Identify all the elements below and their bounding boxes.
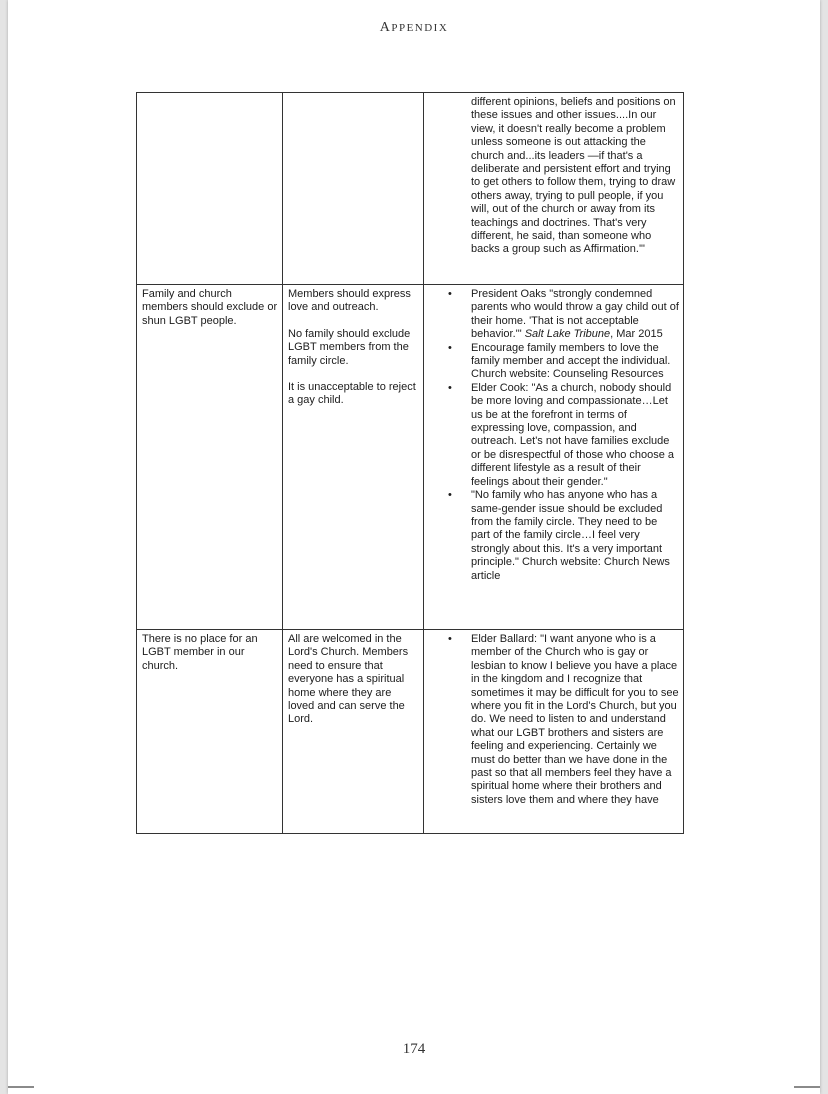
corner-mark-right [794, 1086, 820, 1088]
page-number: 174 [402, 1041, 426, 1057]
evidence-cell [424, 630, 684, 834]
table-row [137, 630, 684, 834]
myth-cell [137, 285, 283, 630]
evidence-list [429, 633, 679, 807]
response-cell [283, 93, 424, 285]
list-item: • "No family who has anyone who has a same-gender issue should be excluded from the family circle. They need to be part of the family circle…I feel very strongly about this. It's a very important principle." Church website: Church News article [429, 489, 679, 583]
response-cell [283, 630, 424, 834]
response-cell [283, 285, 424, 630]
document-page [8, 0, 820, 1094]
myth-cell [137, 630, 283, 834]
running-head-rest: PPENDIX [391, 22, 449, 34]
response-paragraph: It is unacceptable to reject a gay child. [288, 381, 416, 407]
table-row [137, 93, 684, 285]
list-item [429, 288, 679, 342]
myth-cell [137, 93, 283, 285]
list-item: • Elder Cook: "As a church, nobody should be more loving and compassionate…Let us be at the forefront in terms of expressing love, compassion, and outreach. Let's not have families exclude or be disrespectful of those who choose a different lifestyle as a result of their feelings about their gender." [429, 382, 679, 489]
corner-mark-left [8, 1086, 34, 1088]
evidence-cell [424, 93, 684, 285]
running-head [8, 20, 820, 36]
citation-title: Salt Lake Tribune [524, 328, 611, 341]
citation-date: , Mar 2015 [610, 328, 663, 341]
scan-edge-left [0, 0, 8, 1094]
evidence-cell [424, 285, 684, 630]
running-head-initial: A [379, 20, 392, 35]
list-item: • Elder Ballard: "I want anyone who is a member of the Church who is gay or lesbian to know I believe you have a place in the kingdom and I recognize that sometimes it may be difficult for you to see where you fit in the Lord's Church, but you do. We need to listen to and understand what our LGBT brothers and sisters are feeling and experiencing. Certainly we must do better than we have done in the past so that all members feel they have a spiritual home where their brothers and sisters love them and where they have [429, 633, 679, 807]
table-row [137, 285, 684, 630]
continued-quote: different opinions, beliefs and positions on these issues and other issues....In our view, it doesn't really become a problem unless someone is out attacking the church and...its leaders —if that's a deliberate and persistent effort and trying to get others to follow them, trying to draw others away, trying to pull people, if you will, out of the church or away from its teachings and doctrines. That's very different, he said, than someone who backs a group such as Affirmation.'" [471, 96, 676, 256]
bullet-text: President Oaks "strongly condemned parents who would throw a gay child out of their home. 'That is not acceptable behavior.'" [471, 288, 679, 341]
scan-edge-right [820, 0, 828, 1094]
response-paragraph: No family should exclude LGBT members from the family circle. [288, 327, 411, 367]
response-paragraph: All are welcomed in the Lord's Church. Members need to ensure that everyone has a spiritual home where they are loved and can serve the Lord. [288, 633, 409, 726]
list-item: • Encourage family members to love the family member and accept the individual. Church website: Counseling Resources [429, 342, 679, 382]
myth-text: There is no place for an LGBT member in our church. [142, 633, 258, 672]
evidence-list [429, 288, 679, 583]
appendix-table [136, 92, 684, 834]
myth-text: Family and church members should exclude or shun LGBT people. [142, 288, 278, 327]
response-paragraph: Members should express love and outreach. [288, 288, 411, 314]
